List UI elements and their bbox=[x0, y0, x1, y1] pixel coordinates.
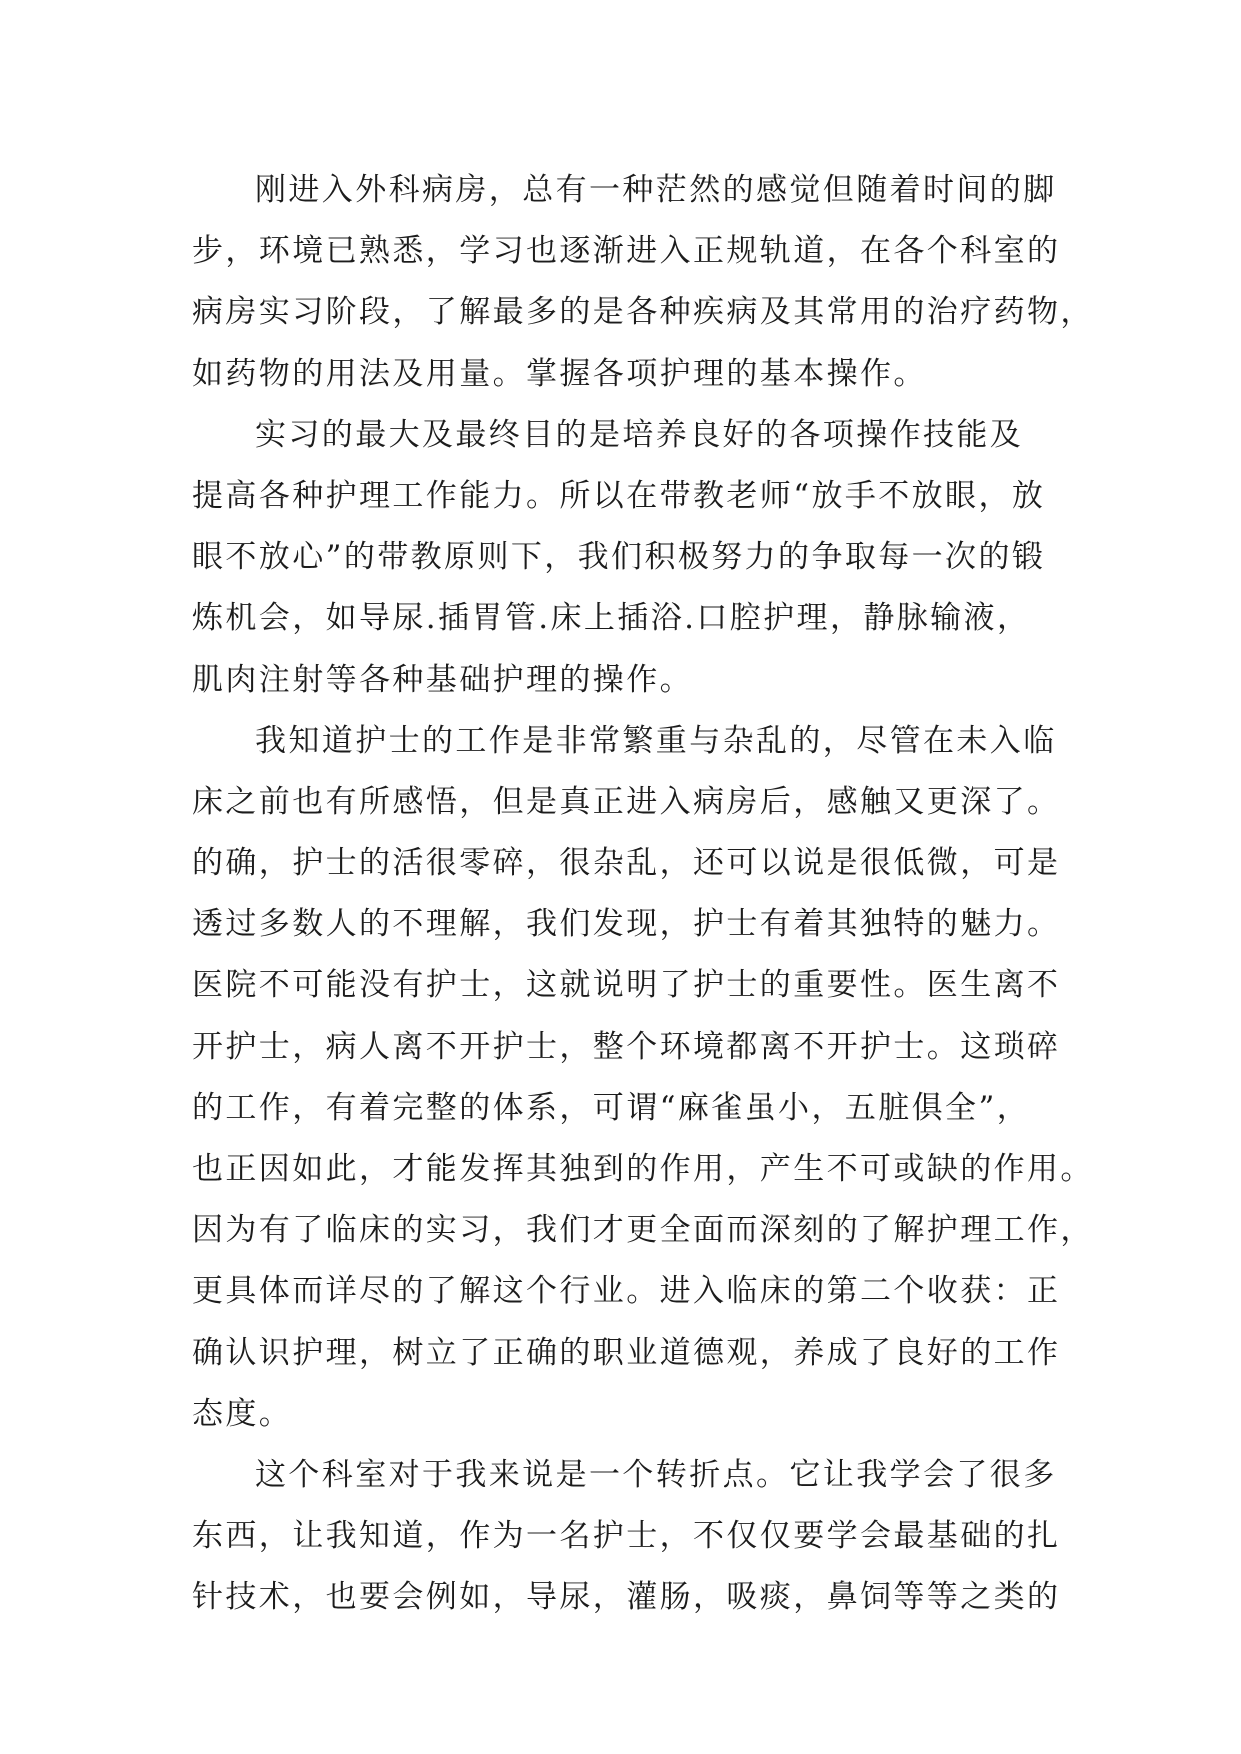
paragraph-2 bbox=[192, 405, 1092, 711]
text-line: 刚进入外科病房，总有一种茫然的感觉但随着时间的脚 bbox=[255, 172, 1057, 208]
text-line: 医院不可能没有护士，这就说明了护士的重要性。医生离不 bbox=[192, 967, 1061, 1004]
paragraph-4 bbox=[192, 1445, 1092, 1629]
text-line: 病房实习阶段，了解最多的是各种疾病及其常用的治疗药物， bbox=[192, 294, 1094, 331]
text-line: 透过多数人的不理解，我们发现，护士有着其独特的魅力。 bbox=[192, 906, 1061, 943]
paragraph-1 bbox=[192, 160, 1092, 405]
text-line: 眼不放心”的带教原则下，我们积极努力的争取每一次的锻 bbox=[192, 539, 1046, 576]
text-line: 步，环境已熟悉，学习也逐渐进入正规轨道，在各个科室的 bbox=[192, 233, 1061, 270]
text-line: 东西，让我知道，作为一名护士，不仅仅要学会最基础的扎 bbox=[192, 1518, 1061, 1555]
text-line: 更具体而详尽的了解这个行业。进入临床的第二个收获：正 bbox=[192, 1273, 1061, 1310]
text-line: 针技术，也要会例如，导尿，灌肠，吸痰，鼻饲等等之类的 bbox=[192, 1579, 1061, 1616]
text-line: 态度。 bbox=[192, 1395, 293, 1432]
text-line: 实习的最大及最终目的是培养良好的各项操作技能及 bbox=[255, 416, 1024, 453]
text-line: 确认识护理，树立了正确的职业道德观，养成了良好的工作 bbox=[192, 1334, 1061, 1371]
text-line: 开护士，病人离不开护士，整个环境都离不开护士。这琐碎 bbox=[192, 1028, 1061, 1065]
text-line: 这个科室对于我来说是一个转折点。它让我学会了很多 bbox=[255, 1456, 1057, 1493]
text-line: 的工作，有着完整的体系，可谓“麻雀虽小，五脏俱全”， bbox=[192, 1089, 1031, 1126]
text-line: 肌肉注射等各种基础护理的操作。 bbox=[192, 661, 693, 698]
paragraph-3 bbox=[192, 711, 1092, 1445]
text-line: 的确，护士的活很零碎，很杂乱，还可以说是很低微，可是 bbox=[192, 845, 1061, 882]
text-line: 炼机会，如导尿.插胃管.床上插浴.口腔护理，静脉输液， bbox=[192, 600, 1031, 637]
text-line: 提高各种护理工作能力。所以在带教老师“放手不放眼，放 bbox=[192, 477, 1046, 514]
text-line: 我知道护士的工作是非常繁重与杂乱的，尽管在未入临 bbox=[255, 722, 1057, 759]
text-line: 如药物的用法及用量。掌握各项护理的基本操作。 bbox=[192, 355, 927, 392]
text-line: 也正因如此，才能发挥其独到的作用，产生不可或缺的作用。 bbox=[192, 1151, 1094, 1187]
text-line: 因为有了临床的实习，我们才更全面而深刻的了解护理工作， bbox=[192, 1212, 1094, 1249]
text-line: 床之前也有所感悟，但是真正进入病房后，感触又更深了。 bbox=[192, 783, 1061, 820]
document-body bbox=[192, 160, 1092, 1629]
